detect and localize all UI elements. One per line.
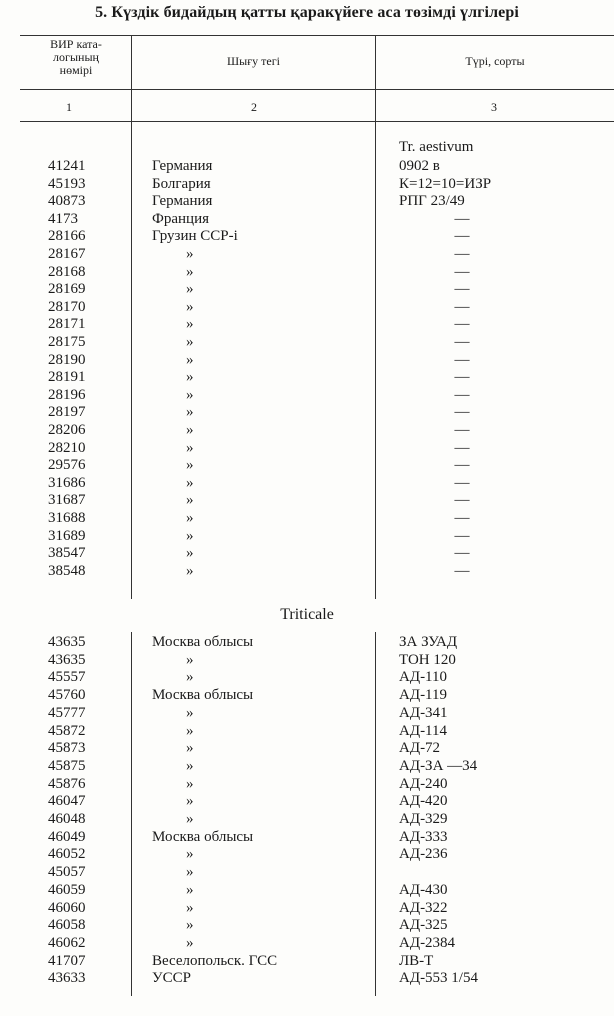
header-catalog-number: ВИР ката- логының нөмірі [50,37,102,77]
origin-cell: » [186,298,194,315]
origin-cell: » [186,246,194,262]
origin-cell: » [186,334,194,350]
table-row [0,491,614,509]
origin-cell: » [186,846,194,863]
type-sort-cell: — [454,281,470,298]
type-sort-cell: К=12=10=ИЗР [399,175,492,192]
origin-cell: » [186,474,194,491]
table-row [0,828,614,846]
catalog-number: 45777 [48,704,86,721]
type-sort-cell: АД-420 [399,793,448,810]
table-row [0,722,614,740]
type-sort-cell: АД-2384 [399,934,456,951]
origin-cell: » [186,775,194,792]
header-type-sort: Түрі, сорты [465,54,525,68]
type-sort-cell: АД-341 [399,704,448,721]
origin-cell: » [186,899,194,916]
table-row [0,562,614,580]
table-row [0,633,614,651]
origin-cell: » [186,881,194,898]
table-row [0,333,614,351]
table-row [0,863,614,881]
origin-cell: УССР [152,970,191,987]
catalog-number: 4173 [48,210,78,227]
origin-cell: » [186,917,194,934]
origin-cell: » [186,492,194,509]
origin-cell: » [186,527,194,544]
table-row [0,474,614,492]
catalog-number: 46048 [48,811,86,827]
origin-cell: Болгария [152,175,211,192]
table-row [0,403,614,421]
origin-cell: » [186,811,194,827]
type-sort-cell: ЛВ-Т [399,952,434,969]
origin-cell: » [186,263,194,280]
table-row [0,544,614,562]
type-sort-cell: 0902 в [399,158,440,174]
origin-cell: » [186,281,194,298]
table-row [0,704,614,722]
origin-cell: Москва облысы [152,828,254,845]
table-row [0,245,614,263]
origin-cell: » [186,404,194,421]
type-sort-cell: ЗА ЗУАД [399,634,458,650]
table-row [0,280,614,298]
catalog-number: 28166 [48,228,86,245]
table-row [0,456,614,474]
origin-cell: Москва облысы [152,687,254,704]
origin-cell: Москва облысы [152,634,254,650]
table-row [0,527,614,545]
catalog-number: 31689 [48,527,86,544]
type-sort-cell: — [454,545,470,562]
origin-cell: » [186,439,194,456]
type-sort-cell: — [454,351,470,368]
catalog-number: 38548 [48,562,86,579]
origin-cell: » [186,422,194,438]
table-row [0,934,614,952]
type-sort-cell: — [454,439,470,456]
origin-cell: » [186,316,194,333]
table-row [0,351,614,369]
table-row [0,668,614,686]
catalog-number: 31688 [48,510,86,526]
table-row [0,651,614,669]
origin-cell: Франция [152,210,209,227]
origin-cell: » [186,757,194,774]
table-row [0,952,614,970]
type-sort-cell: — [454,404,470,421]
type-sort-cell: АД-329 [399,811,448,827]
type-sort-cell: АД-119 [399,687,448,704]
origin-cell: » [186,864,194,881]
type-sort-cell: — [454,246,470,262]
catalog-number: 45057 [48,864,86,881]
table-row [0,757,614,775]
table-row [0,899,614,917]
table-row [0,298,614,316]
catalog-number: 45193 [48,175,86,192]
table-row [0,686,614,704]
table-row [0,315,614,333]
type-sort-cell: — [454,316,470,333]
catalog-number: 28171 [48,316,86,333]
type-sort-cell: — [454,210,470,227]
table-row [0,157,614,175]
catalog-number: 28170 [48,298,86,315]
table-row [0,368,614,386]
colnum-rule [20,121,614,122]
table-row [0,210,614,228]
catalog-number: 43635 [48,634,86,650]
catalog-number: 41241 [48,158,86,174]
type-sort-cell: — [454,369,470,386]
catalog-number: 28210 [48,439,86,456]
table-row [0,916,614,934]
section-label-triticale: Triticale [280,606,334,623]
catalog-number: 28168 [48,263,86,280]
type-sort-cell: — [454,298,470,315]
origin-cell: » [186,651,194,668]
type-sort-cell: АД-322 [399,899,448,916]
origin-cell: » [186,386,194,403]
origin-cell: Веселопольск. ГСС [152,952,278,969]
origin-cell: Германия [152,158,213,174]
table-row [0,810,614,828]
type-sort-cell: АД-430 [399,881,448,898]
type-sort-cell: — [454,492,470,509]
table-row [0,421,614,439]
catalog-number: 45760 [48,687,86,704]
table-row [0,227,614,245]
catalog-number: 45873 [48,740,86,757]
column-number-2: 2 [251,100,257,114]
catalog-number: 41707 [48,952,86,969]
table-row [0,509,614,527]
table-row [0,792,614,810]
type-sort-cell: ТОН 120 [399,651,456,668]
type-sort-cell: АД-553 1/54 [399,970,478,987]
catalog-number: 28167 [48,246,86,262]
origin-cell: » [186,669,194,686]
type-sort-cell: РПГ 23/49 [399,193,465,210]
origin-cell: » [186,722,194,739]
catalog-number: 46059 [48,881,86,898]
catalog-number: 45557 [48,669,86,686]
table-row [0,775,614,793]
origin-cell: » [186,704,194,721]
type-sort-cell: — [454,457,470,474]
type-sort-cell: — [454,263,470,280]
type-sort-cell: АД-110 [399,669,448,686]
table-title: 5. Күздік бидайдың қатты қаракүйеге аса төзімді үлгілері [95,4,519,21]
catalog-number: 46060 [48,899,86,916]
catalog-number: 45875 [48,757,86,774]
table-row [0,175,614,193]
type-sort-cell: АД-ЗА —34 [399,757,478,774]
type-sort-cell: АД-236 [399,846,448,863]
type-sort-cell: — [454,510,470,526]
catalog-number: 31687 [48,492,86,509]
catalog-number: 28191 [48,369,86,386]
type-sort-cell: АД-333 [399,828,448,845]
origin-cell: Германия [152,193,213,210]
type-sort-cell: — [454,474,470,491]
type-sort-cell: — [454,228,470,245]
catalog-number: 45876 [48,775,86,792]
table-row [0,881,614,899]
table-row [0,739,614,757]
type-sort-cell: — [454,334,470,350]
group-label-aestivum: Tr. aestivum [399,139,474,155]
catalog-number: 28197 [48,404,86,421]
type-sort-cell: АД-240 [399,775,448,792]
catalog-number: 31686 [48,474,86,491]
catalog-number: 28206 [48,422,86,438]
header-rule [20,89,614,90]
table-top-rule [20,35,614,36]
table-row [0,263,614,281]
origin-cell: » [186,369,194,386]
catalog-number: 28196 [48,386,86,403]
catalog-number: 46052 [48,846,86,863]
table-row [0,969,614,987]
origin-cell: » [186,545,194,562]
type-sort-cell: АД-325 [399,917,448,934]
catalog-number: 28169 [48,281,86,298]
type-sort-cell: АД-114 [399,722,448,739]
origin-cell: Грузин ССР-і [152,228,238,245]
table-row [0,439,614,457]
origin-cell: » [186,740,194,757]
type-sort-cell: — [454,386,470,403]
catalog-number: 28190 [48,351,86,368]
table-row [0,845,614,863]
table-row [0,192,614,210]
origin-cell: » [186,793,194,810]
origin-cell: » [186,457,194,474]
catalog-number: 45872 [48,722,86,739]
header-origin: Шығу тегі [227,54,280,68]
type-sort-cell: — [454,527,470,544]
type-sort-cell: — [454,562,470,579]
origin-cell: » [186,934,194,951]
catalog-number: 46058 [48,917,86,934]
catalog-number: 46062 [48,934,86,951]
catalog-number: 43633 [48,970,86,987]
catalog-number: 40873 [48,193,86,210]
catalog-number: 28175 [48,334,86,350]
catalog-number: 46049 [48,828,86,845]
column-number-3: 3 [491,100,497,114]
catalog-number: 29576 [48,457,86,474]
type-sort-cell: АД-72 [399,740,441,757]
catalog-number: 46047 [48,793,86,810]
type-sort-cell: — [454,422,470,438]
catalog-number: 43635 [48,651,86,668]
origin-cell: » [186,351,194,368]
table-row [0,386,614,404]
origin-cell: » [186,510,194,526]
column-number-1: 1 [66,100,72,114]
origin-cell: » [186,562,194,579]
catalog-number: 38547 [48,545,86,562]
